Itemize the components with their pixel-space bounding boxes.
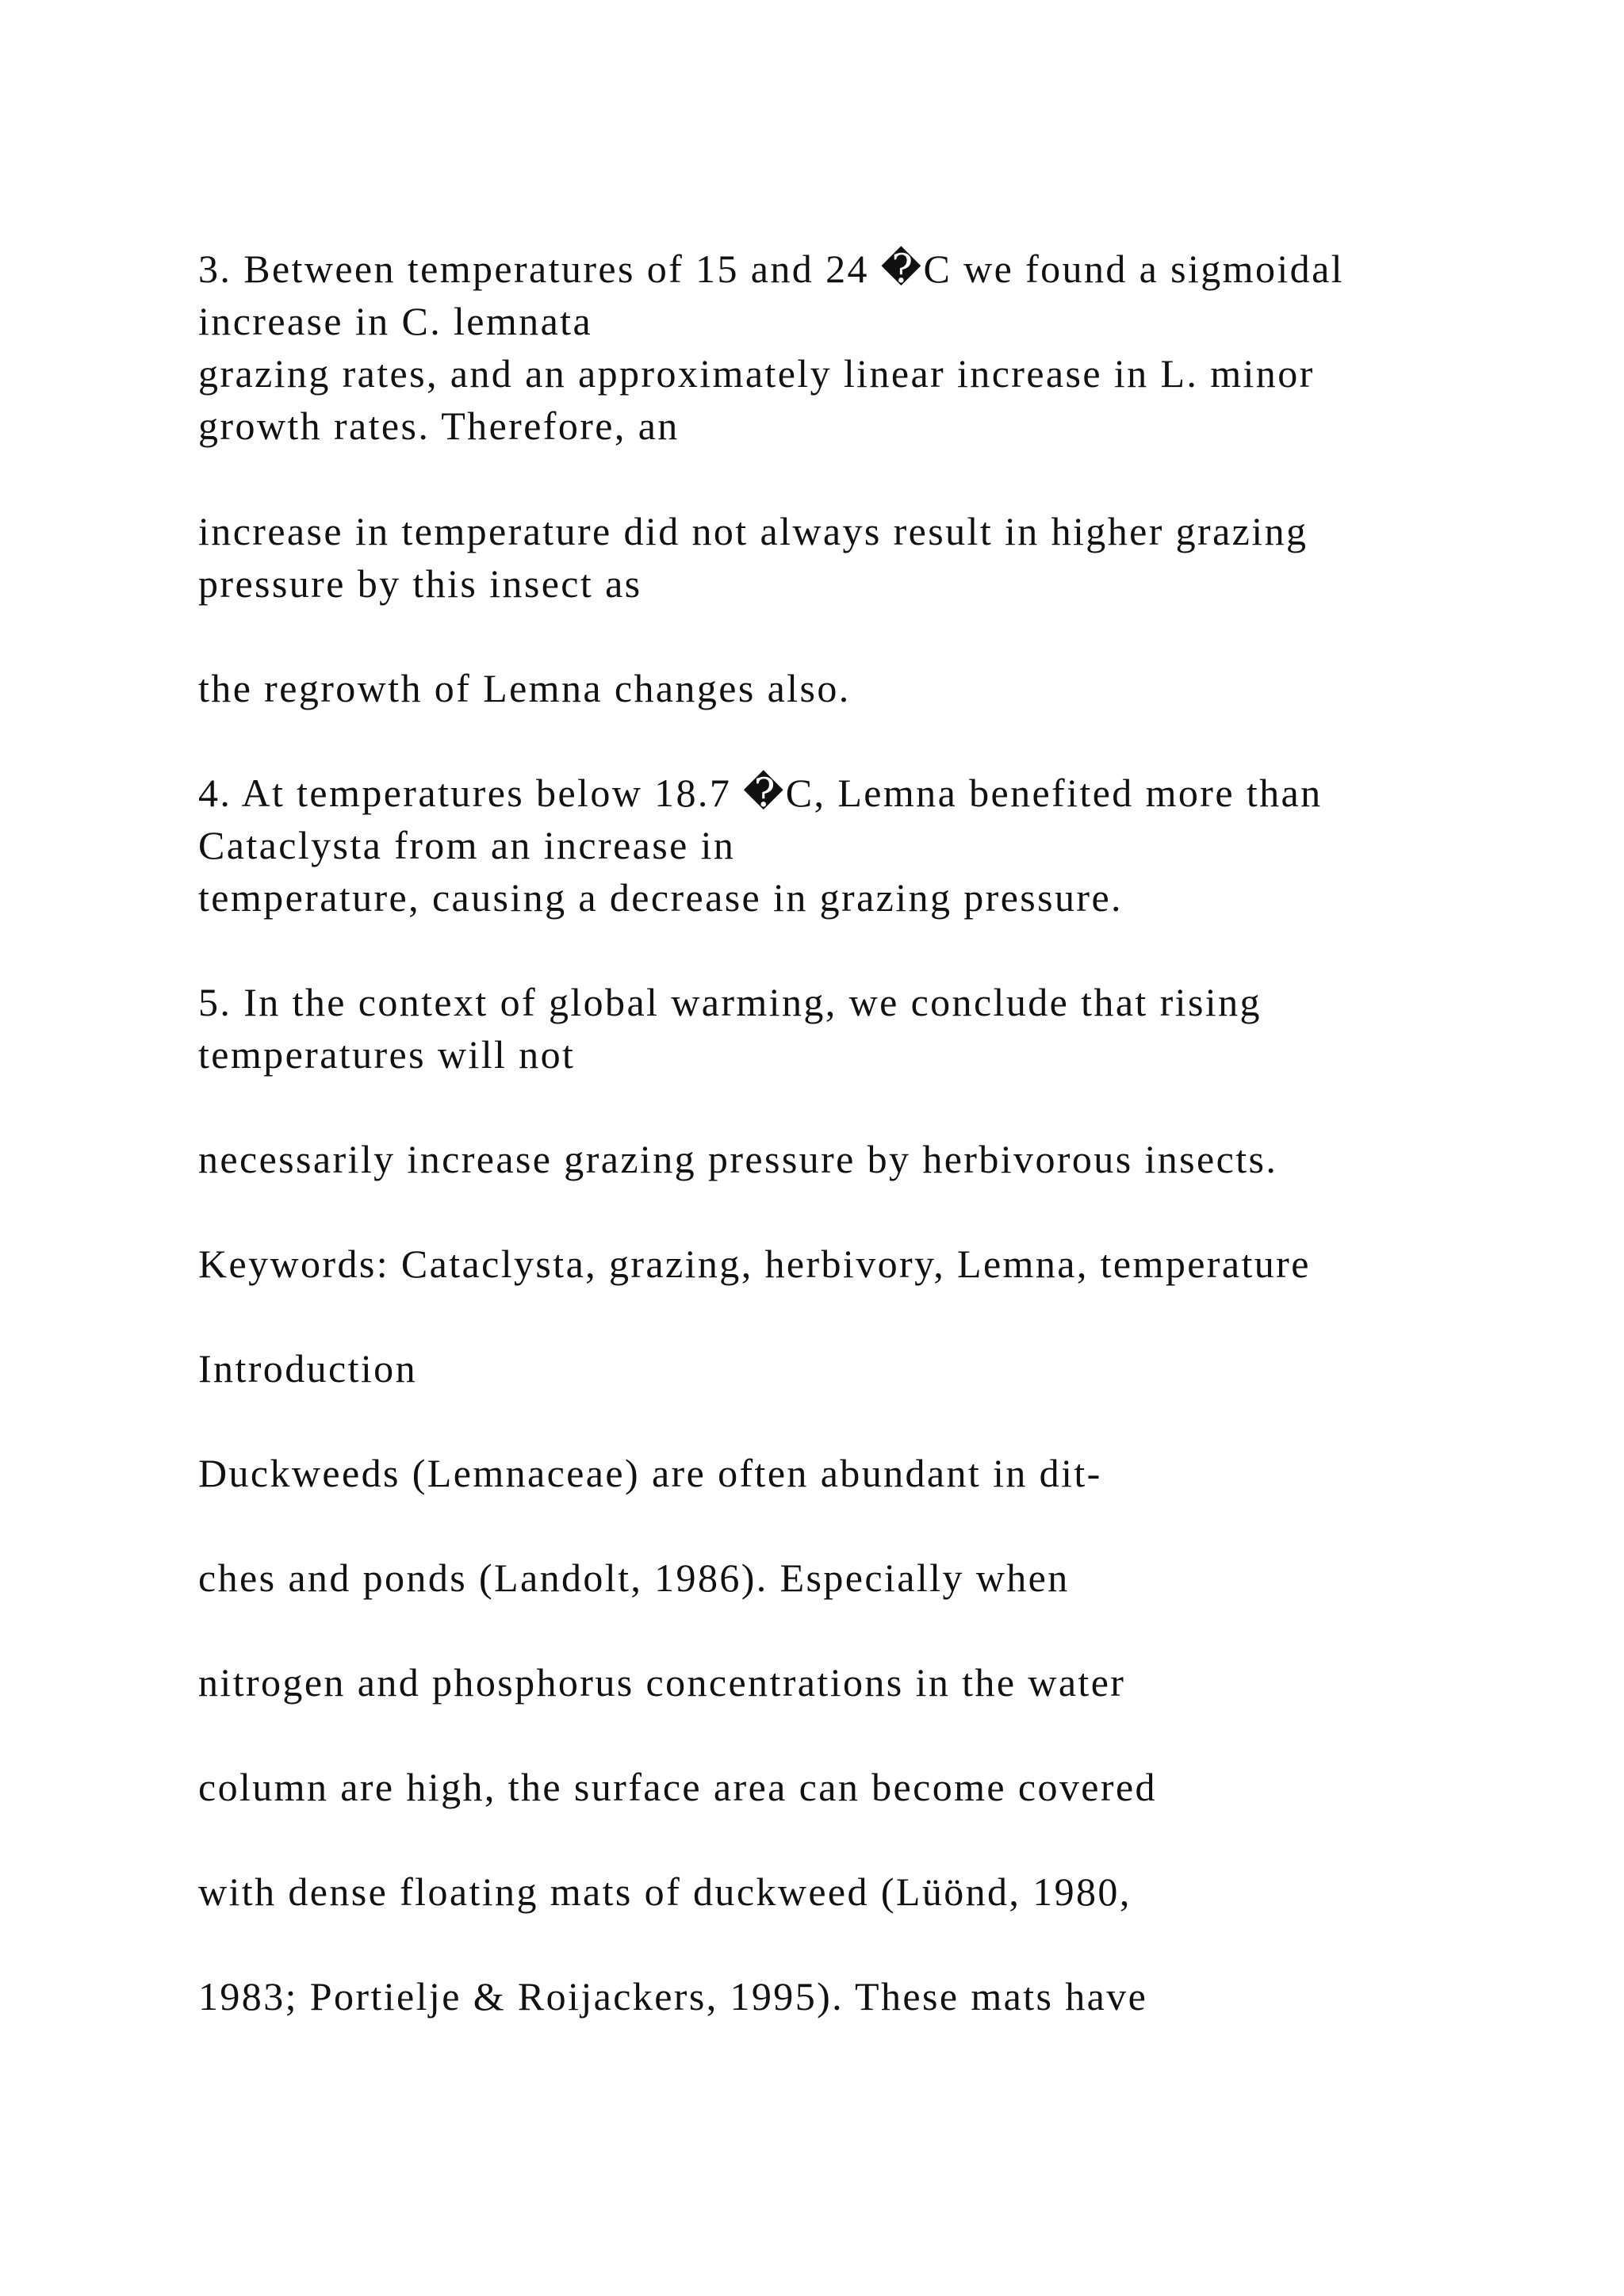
paragraph-4-line-2: Cataclysta from an increase in <box>198 823 736 867</box>
paragraph-3-line-3: grazing rates, and an approximately linear increase in L. minor <box>198 351 1315 396</box>
introduction-line-6: 1983; Portielje & Roijackers, 1995). These mats have <box>198 1974 1148 2019</box>
paragraph-3c-line-1: the regrowth of Lemna changes also. <box>198 666 851 710</box>
paragraph-3b-line-1: increase in temperature did not always result in higher grazing <box>198 509 1308 553</box>
paragraph-5b-line-1: necessarily increase grazing pressure by herbivorous insects. <box>198 1137 1278 1181</box>
introduction-line-3: nitrogen and phosphorus concentrations in the water <box>198 1660 1126 1705</box>
paragraph-3-line-2: increase in C. lemnata <box>198 299 593 343</box>
paragraph-4-line-1: 4. At temperatures below 18.7 �C, Lemna benefited more than <box>198 771 1323 815</box>
paragraph-5-line-2: temperatures will not <box>198 1032 576 1077</box>
section-heading-introduction: Introduction <box>198 1346 417 1391</box>
introduction-line-4: column are high, the surface area can become covered <box>198 1765 1157 1809</box>
paragraph-3b-line-2: pressure by this insect as <box>198 561 642 606</box>
introduction-line-2: ches and ponds (Landolt, 1986). Especially when <box>198 1556 1070 1600</box>
keywords-line: Keywords: Cataclysta, grazing, herbivory, Lemna, temperature <box>198 1242 1311 1286</box>
paragraph-3-line-1: 3. Between temperatures of 15 and 24 �C we found a sigmoidal <box>198 247 1344 291</box>
introduction-line-5: with dense floating mats of duckweed (Lüönd, 1980, <box>198 1869 1132 1914</box>
paragraph-4-line-3: temperature, causing a decrease in grazing pressure. <box>198 875 1123 920</box>
introduction-line-1: Duckweeds (Lemnaceae) are often abundant in dit- <box>198 1451 1102 1495</box>
paragraph-3-line-4: growth rates. Therefore, an <box>198 404 680 448</box>
paragraph-5-line-1: 5. In the context of global warming, we conclude that rising <box>198 980 1262 1024</box>
